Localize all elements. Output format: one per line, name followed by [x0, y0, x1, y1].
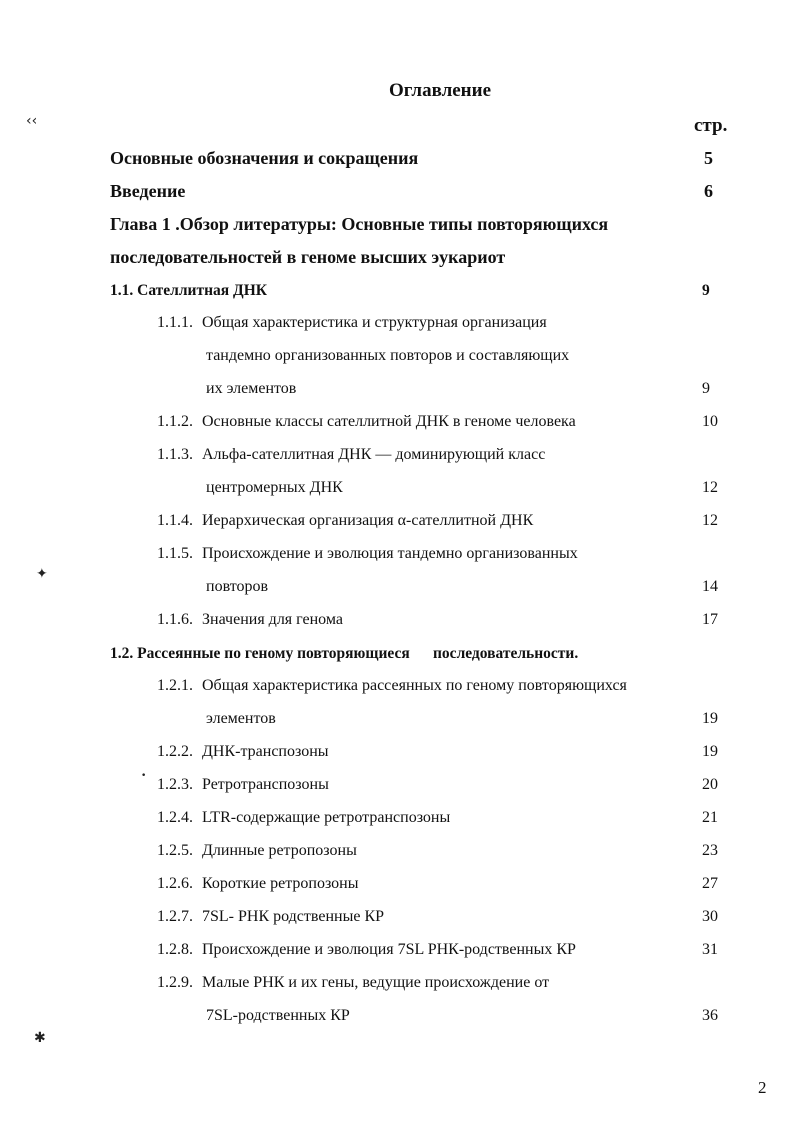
- toc-section: [0, 645, 797, 673]
- toc-entry: [0, 247, 797, 275]
- toc-entry-text: LTR-содержащие ретротранспозоны: [202, 809, 451, 826]
- toc-entry-page: 27: [702, 875, 718, 892]
- toc-subsection: [0, 941, 797, 969]
- toc-subsection: [0, 677, 797, 705]
- toc-subsection-continuation: [0, 347, 797, 375]
- toc-entry: [0, 148, 797, 176]
- toc-entry-number: 1.2.6.: [157, 875, 193, 892]
- toc-entry-text: ДНК-транспозоны: [202, 743, 329, 760]
- toc-entry: [0, 214, 797, 242]
- toc-subsection: [0, 908, 797, 936]
- toc-entry-text: их элементов: [206, 380, 297, 397]
- toc-subsection: [0, 743, 797, 771]
- toc-entry-number: 1.2.1.: [157, 677, 193, 694]
- toc-entry-page: 17: [702, 611, 718, 628]
- toc-entry-page: 36: [702, 1007, 718, 1024]
- toc-entry-page: 12: [702, 479, 718, 496]
- toc-entry-number: 1.1.6.: [157, 611, 193, 628]
- toc-entry-text: Введение: [110, 181, 186, 201]
- toc-entry-text: повторов: [206, 578, 269, 595]
- toc-subsection: [0, 611, 797, 639]
- toc-entry-text: Ретротранспозоны: [202, 776, 329, 793]
- page-number: 2: [758, 1078, 767, 1097]
- toc-entry-number: 1.2.7.: [157, 908, 193, 925]
- page-column-label: стр.: [694, 115, 728, 136]
- toc-entry-text: Основные обозначения и сокращения: [110, 148, 419, 168]
- toc-entry-page: 23: [702, 842, 718, 859]
- toc-subsection: [0, 545, 797, 573]
- toc-subsection: [0, 974, 797, 1002]
- toc-entry-number: 1.1.3.: [157, 446, 193, 463]
- toc-entry-page: 20: [702, 776, 718, 793]
- scan-mark-icon: ✦: [36, 566, 48, 582]
- toc-subsection: [0, 875, 797, 903]
- toc-entry-number: 1.2.4.: [157, 809, 193, 826]
- toc-subsection: [0, 809, 797, 837]
- toc-entry-number: 1.2.2.: [157, 743, 193, 760]
- toc-entry-text: 7SL- РНК родственные КР: [202, 908, 385, 925]
- toc-subsection-continuation: [0, 710, 797, 738]
- toc-entry-text: Иерархическая организация α-сателлитной ДНК: [202, 512, 534, 529]
- toc-entry-text: Основные классы сателлитной ДНК в геноме человека: [202, 413, 576, 430]
- toc-entry-page: 9: [702, 282, 710, 299]
- toc-subsection-continuation: [0, 380, 797, 408]
- toc-entry-page: 19: [702, 710, 718, 727]
- toc-subsection: [0, 314, 797, 342]
- toc-entry-text: последовательностей в геноме высших эукариот: [110, 247, 506, 267]
- scan-dot-icon: •: [141, 771, 147, 781]
- toc-subsection-continuation: [0, 578, 797, 606]
- toc-subsection: [0, 446, 797, 474]
- toc-entry-number: 1.1.5.: [157, 545, 193, 562]
- toc-entry-text: 1.1. Сателлитная ДНК: [110, 282, 267, 299]
- toc-entry-text: тандемно организованных повторов и составляющих: [206, 347, 570, 364]
- toc-entry-number: 1.2.5.: [157, 842, 193, 859]
- toc-entry-text: Общая характеристика и структурная организация: [202, 314, 547, 331]
- toc-entry-page: 21: [702, 809, 718, 826]
- toc-entry-text: элементов: [206, 710, 276, 727]
- toc-entry-text: Общая характеристика рассеянных по геному повторяющихся: [202, 677, 627, 694]
- toc-entry-text: центромерных ДНК: [206, 479, 343, 496]
- toc-subsection: [0, 512, 797, 540]
- toc-subsection: [0, 842, 797, 870]
- toc-subsection-continuation: [0, 479, 797, 507]
- toc-entry-page: 10: [702, 413, 718, 430]
- toc-section: [0, 282, 797, 310]
- toc-entry-text: Происхождение и эволюция тандемно организованных: [202, 545, 578, 562]
- toc-entry-page: 31: [702, 941, 718, 958]
- toc-entry-text: Глава 1 .Обзор литературы: Основные типы повторяющихся: [110, 214, 609, 234]
- toc-entry: [0, 181, 797, 209]
- toc-entry-number: 1.2.3.: [157, 776, 193, 793]
- scan-mark-icon: ✱: [34, 1030, 46, 1046]
- toc-entry-text: 1.2. Рассеянные по геному повторяющиеся последовательности.: [110, 645, 579, 662]
- toc-entry-number: 1.2.8.: [157, 941, 193, 958]
- toc-entry-number: 1.1.2.: [157, 413, 193, 430]
- toc-subsection-continuation: [0, 1007, 797, 1035]
- page-title: Оглавление: [388, 80, 492, 101]
- toc-entry-text: Значения для генома: [202, 611, 343, 628]
- toc-entry-page: 6: [704, 181, 713, 201]
- toc-entry-text: Длинные ретропозоны: [202, 842, 357, 859]
- toc-entry-number: 1.1.4.: [157, 512, 193, 529]
- toc-subsection: [0, 413, 797, 441]
- toc-entry-text: 7SL-родственных КР: [206, 1007, 350, 1024]
- toc-entry-text: Короткие ретропозоны: [202, 875, 359, 892]
- toc-entry-number: 1.1.1.: [157, 314, 193, 331]
- scan-mark-icon: ‹‹: [26, 113, 38, 129]
- toc-entry-page: 19: [702, 743, 718, 760]
- toc-entry-page: 12: [702, 512, 718, 529]
- toc-entry-text: Альфа-сателлитная ДНК — доминирующий класс: [202, 446, 546, 463]
- toc-entry-number: 1.2.9.: [157, 974, 193, 991]
- toc-entry-page: 5: [704, 148, 713, 168]
- toc-entry-page: 9: [702, 380, 710, 397]
- toc-entry-text: Происхождение и эволюция 7SL РНК-родственных КР: [202, 941, 576, 958]
- toc-entry-page: 30: [702, 908, 718, 925]
- toc-subsection: [0, 776, 797, 804]
- toc-entry-page: 14: [702, 578, 718, 595]
- toc-entry-text: Малые РНК и их гены, ведущие происхождение от: [202, 974, 550, 991]
